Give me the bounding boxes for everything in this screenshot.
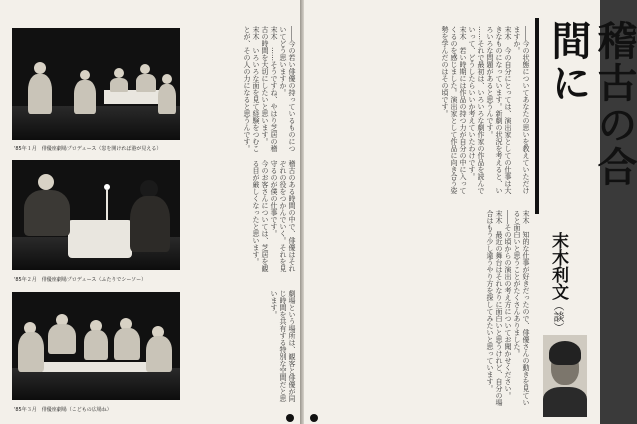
left-paragraph: ――今の若い俳優の持っているものについてどう思いますか。 bbox=[279, 26, 296, 152]
photo-caption-3: '85年３月 俳優座劇場（こどもの広場ね） bbox=[14, 407, 112, 413]
left-paragraph: 末木 ……そうですね、やはり芝居の稽古の時間を大切にしたいと思います。 bbox=[261, 26, 278, 152]
left-paragraph: 今のお客さんについては、芝居を観る目が厳しくなったと思います。 bbox=[252, 160, 269, 272]
photo-caption-1: '85年１月 俳優座劇場プロデュース（窓を開ければ港が見える） bbox=[14, 146, 162, 152]
left-paragraph: 稽古のある時間の中で、俳優はそれぞれの役をつかんでいく。それを見守るのが僕の仕事です。 bbox=[270, 160, 296, 272]
stage-photo-3 bbox=[12, 292, 180, 400]
right-paragraph: ……それで最初は、いろいろな劇作家の作品を読んでいって、どうしたらいいか考えていたわけです。 bbox=[468, 26, 485, 194]
right-paragraph: 末木 最近の舞台はそれなりに面白いと思うけれど、自分の場合はもう少し違うやり方を探してみたいと思っています。 bbox=[486, 210, 503, 406]
stage-photo-2 bbox=[12, 160, 180, 270]
left-text-block-3 bbox=[186, 290, 296, 406]
right-text-block-upper bbox=[314, 26, 530, 194]
right-paragraph: ――その頃からの演出の考え方についてお聞かせください。 bbox=[504, 210, 512, 399]
article-title-box bbox=[535, 18, 637, 214]
author-note: （談） bbox=[552, 300, 565, 333]
author-portrait bbox=[543, 335, 587, 413]
article-title: 稽古の合間に bbox=[545, 20, 637, 188]
stage-photo-1 bbox=[12, 28, 180, 140]
right-paragraph: 末木 知的な仕事が好きだったので、俳優さんの動きを見ていると面白いと思うことがたくさんありました。 bbox=[513, 210, 530, 406]
left-text-block-1 bbox=[186, 26, 296, 154]
right-paragraph: 末木 若い時期には作品の持つ力が自分の中に入ってくるのを感じました。演出家として作品に向き合う姿勢を学んだのはその頃です。 bbox=[441, 26, 467, 194]
author-byline bbox=[548, 232, 568, 333]
page-number-left bbox=[286, 414, 294, 422]
right-text-block-lower bbox=[314, 210, 530, 406]
left-paragraph: 劇場という場所は、観客と俳優が同じ時間を共有する特別な空間だと思います。 bbox=[270, 290, 296, 402]
right-paragraph: 末木 今の自分にとっては、演出家としての仕事は大きなものになっています。新劇の状況を考えると、いろいろな問題があると思うんです。 bbox=[486, 26, 512, 194]
right-paragraph: ――今の状態についてあなたの思いを教えていただけますか。 bbox=[513, 26, 530, 194]
left-page bbox=[0, 0, 300, 424]
left-text-block-2 bbox=[186, 160, 296, 278]
page-number-right bbox=[310, 414, 318, 422]
photo-caption-2: '85年２月 俳優座劇場プロデュース（ふたりでシーソー） bbox=[14, 277, 147, 283]
author-name: 末木利文 bbox=[548, 232, 568, 300]
left-paragraph: 末木 いろいろな面を見て経験をつむことが、その人の力になると思うんです。 bbox=[243, 26, 260, 152]
